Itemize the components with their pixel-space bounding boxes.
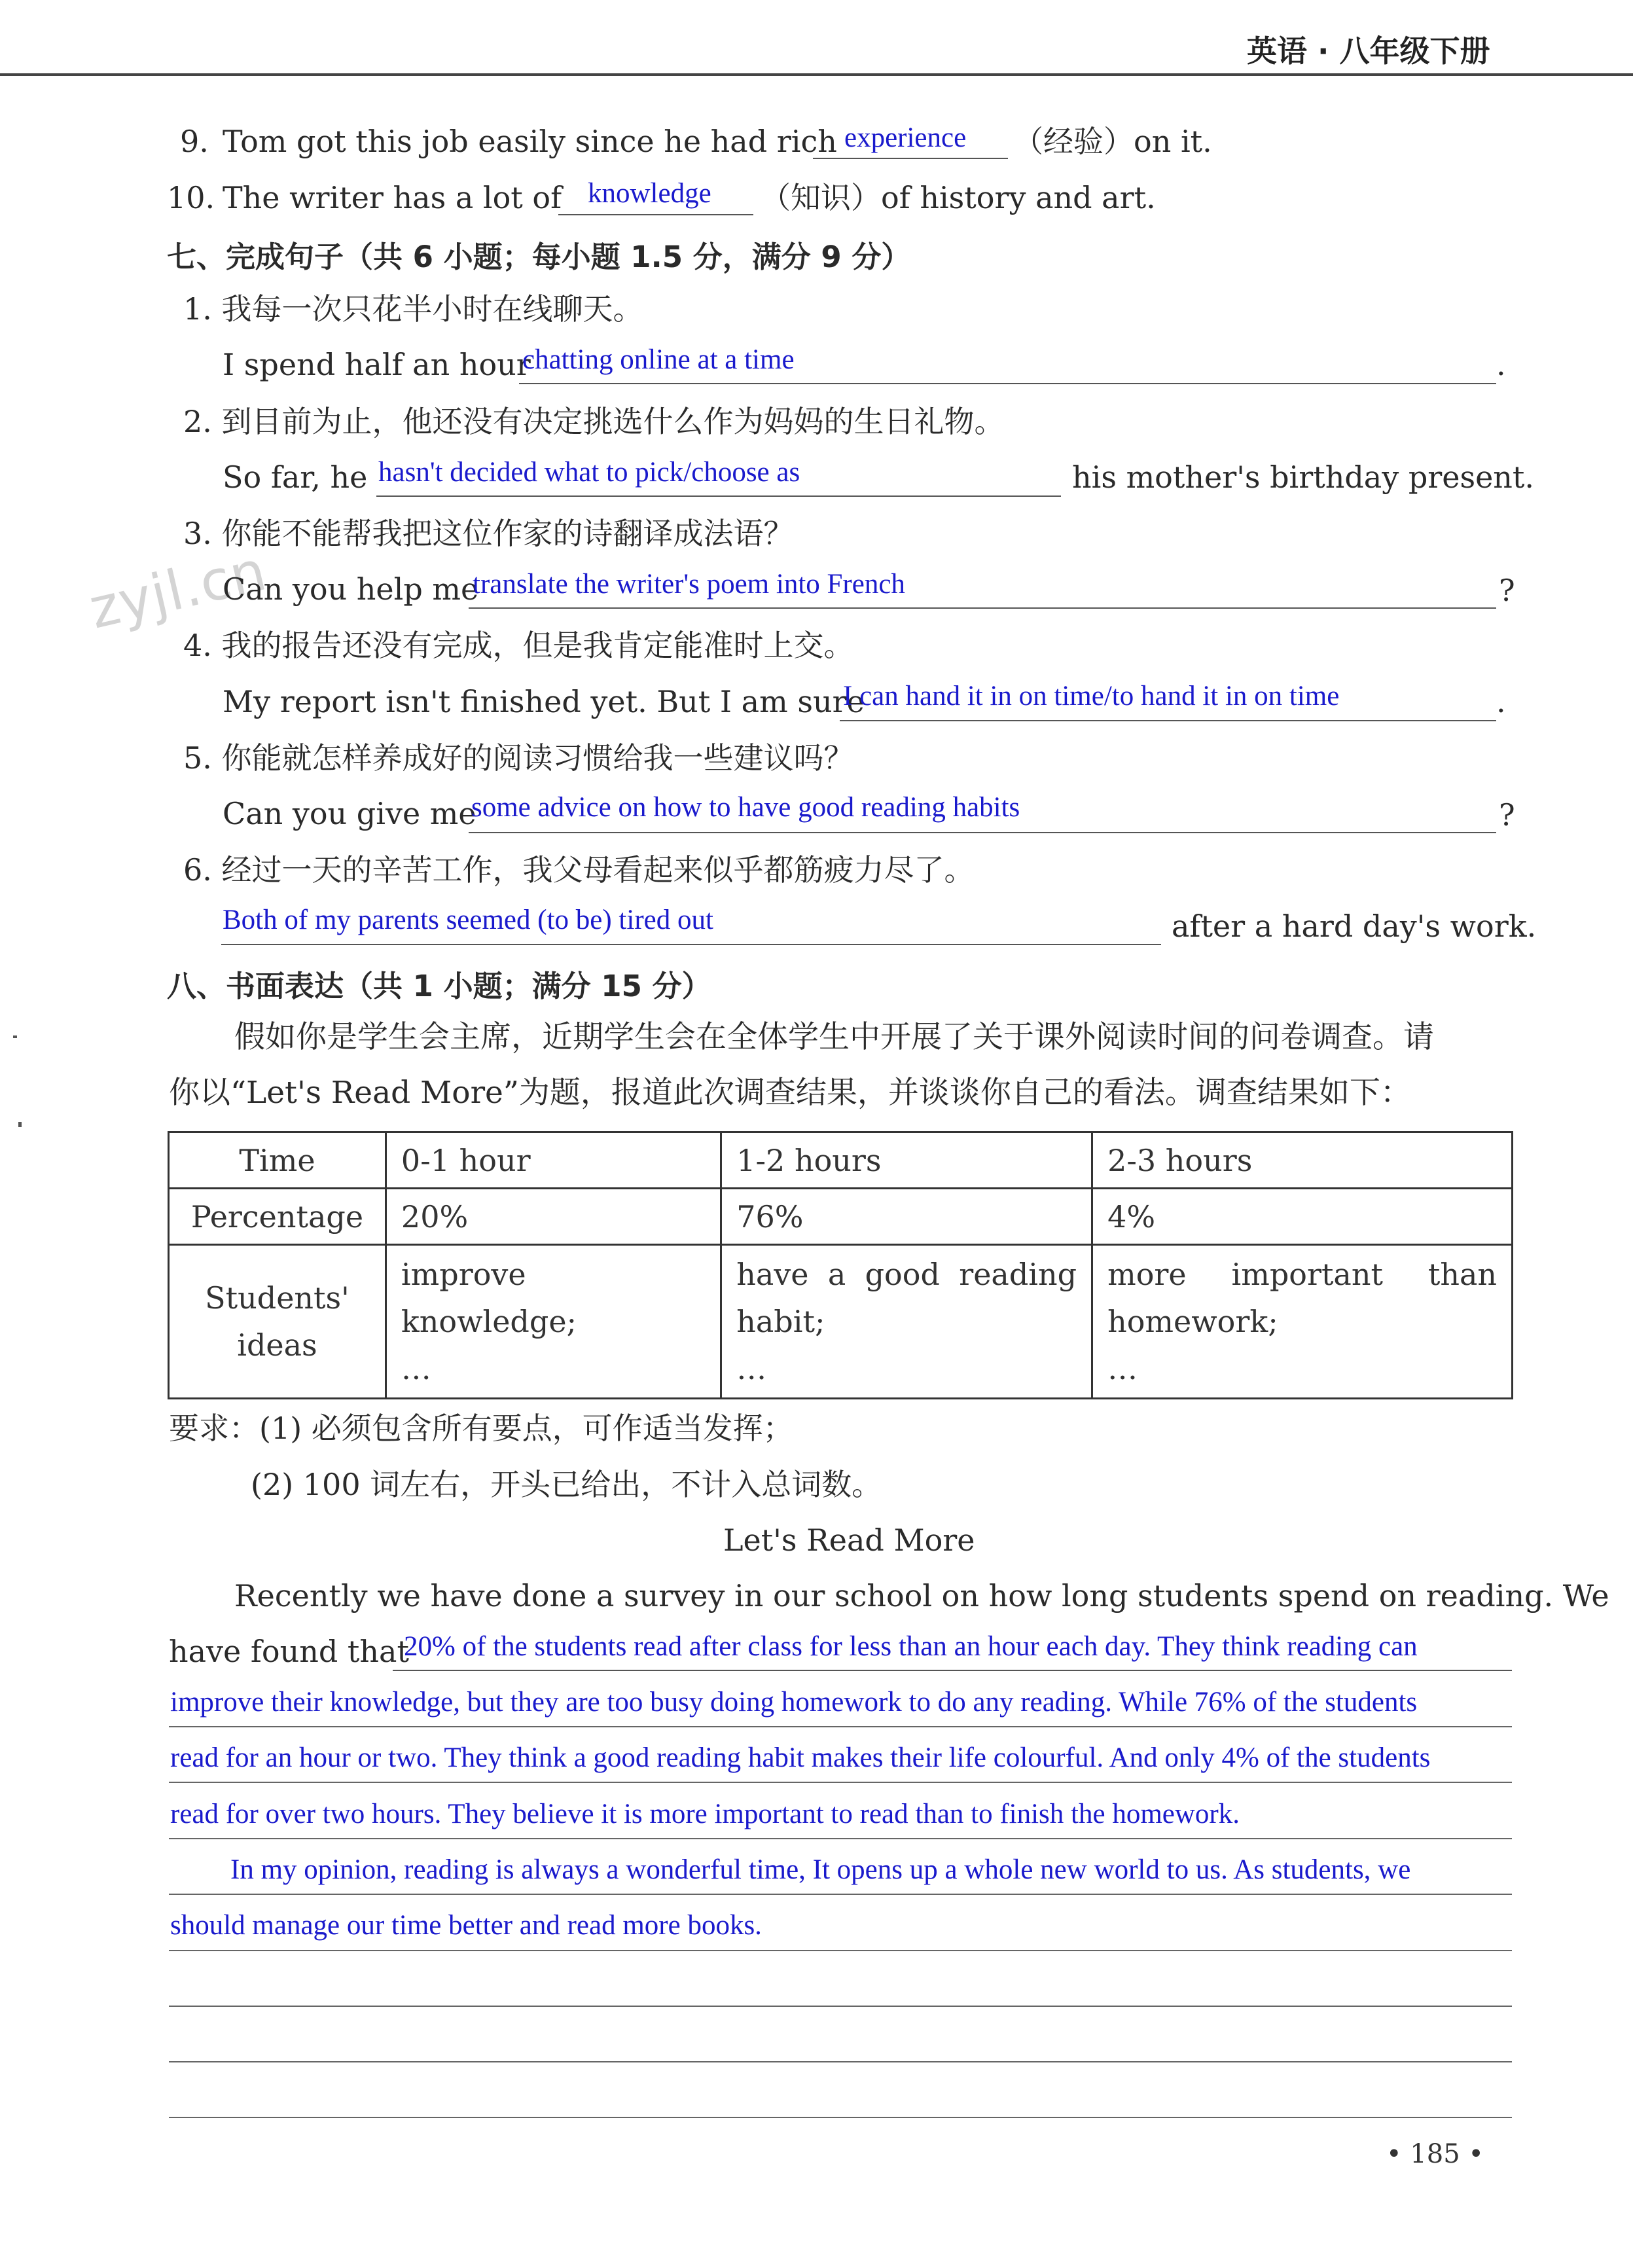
writing-line: [169, 1950, 1512, 1951]
s7-item-6-answer: Both of my parents seemed (to be) tired out: [223, 905, 713, 935]
s7-item-5-answer: some advice on how to have good reading habits: [471, 792, 1020, 823]
essay-answer-line: read for an hour or two. They think a good reading habit makes their life colourful. And only 4% of the students: [170, 1742, 1431, 1773]
requirement-2: (2) 100 词左右，开头已给出，不计入总词数。: [251, 1467, 882, 1502]
writing-line: [169, 2117, 1512, 2118]
s7-item-3-chinese: 3. 你能不能帮我把这位作家的诗翻译成法语？: [183, 516, 794, 551]
table-cell: [721, 1245, 1092, 1399]
section-8-heading: 八、书面表达（共 1 小题；满分 15 分）: [167, 969, 711, 1003]
idea-text-cont: habit;: [736, 1304, 825, 1339]
writing-line: [169, 1782, 1512, 1783]
item-10-after: （知识）of history and art.: [761, 180, 1156, 215]
section-8-prompt-line-2: 你以“Let's Read More”为题，报道此次调查结果，并谈谈你自己的看法。调查结果如下：: [169, 1075, 1411, 1111]
s7-item-6-blank: [221, 944, 1161, 945]
s7-item-2-blank: [376, 495, 1061, 497]
essay-intro-line-1: Recently we have done a survey in our school on how long students spend on reading. We: [234, 1578, 1609, 1613]
s7-item-3-blank: [469, 607, 1496, 609]
survey-table: [168, 1131, 1513, 1399]
table-cell: 76%: [721, 1189, 1092, 1245]
table-cell: [1092, 1245, 1513, 1399]
s7-item-3-suffix: ?: [1499, 573, 1515, 608]
item-9-number: 9.: [180, 124, 209, 159]
ideas-label-line-1: Students': [205, 1280, 350, 1316]
table-row: [169, 1132, 1513, 1189]
item-9-after: （经验）on it.: [1013, 124, 1212, 159]
table-row: [169, 1245, 1513, 1399]
idea-text: more important than: [1107, 1257, 1497, 1292]
s7-item-1-answer: chatting online at a time: [522, 344, 795, 375]
page-number: • 185 •: [1386, 2139, 1484, 2169]
idea-ellipsis: …: [736, 1351, 767, 1386]
essay-answer-line: improve their knowledge, but they are too busy doing homework to do any reading. While 76% of the students: [170, 1687, 1418, 1718]
essay-answer-line: 20% of the students read after class for less than an hour each day. They think reading can: [404, 1631, 1418, 1662]
table-cell: Percentage: [169, 1189, 386, 1245]
margin-mark: [13, 1035, 17, 1038]
writing-line: [393, 1670, 1512, 1671]
page-header-title: 英语 · 八年级下册: [1247, 33, 1490, 69]
header-rule: [0, 73, 1633, 76]
item-9-blank: [813, 158, 1008, 159]
item-9-answer: experience: [844, 122, 967, 153]
s7-item-2-prefix: So far, he: [223, 459, 368, 495]
essay-answer-line: should manage our time better and read more books.: [170, 1910, 762, 1941]
s7-item-6-suffix: after a hard day's work.: [1172, 909, 1537, 944]
idea-ellipsis: …: [401, 1351, 431, 1386]
writing-line: [169, 2061, 1512, 2062]
table-cell: 20%: [386, 1189, 721, 1245]
requirement-1: 要求：(1) 必须包含所有要点，可作适当发挥；: [169, 1411, 793, 1446]
margin-mark: [18, 1122, 22, 1127]
table-cell: 1-2 hours: [721, 1132, 1092, 1189]
s7-item-5-chinese: 5. 你能就怎样养成好的阅读习惯给我一些建议吗？: [183, 740, 854, 776]
essay-answer-line: In my opinion, reading is always a wonderful time, It opens up a whole new world to us. As students, we: [230, 1854, 1411, 1885]
s7-item-3-prefix: Can you help me: [223, 571, 479, 607]
writing-line: [169, 1894, 1512, 1895]
idea-text-cont: homework;: [1107, 1304, 1278, 1339]
section-8-prompt-line-1: 假如你是学生会主席，近期学生会在全体学生中开展了关于课外阅读时间的问卷调查。请: [234, 1019, 1434, 1055]
s7-item-4-chinese: 4. 我的报告还没有完成，但是我肯定能准时上交。: [183, 628, 854, 663]
item-10-text: The writer has a lot of: [223, 180, 562, 215]
item-10-answer: knowledge: [588, 178, 711, 209]
writing-line: [169, 2006, 1512, 2007]
s7-item-6-chinese: 6. 经过一天的辛苦工作，我父母看起来似乎都筋疲力尽了。: [183, 852, 975, 888]
item-10-number: 10.: [167, 180, 215, 215]
table-cell: 2-3 hours: [1092, 1132, 1513, 1189]
writing-line: [169, 1726, 1512, 1727]
table-cell: [169, 1245, 386, 1399]
s7-item-2-answer: hasn't decided what to pick/choose as: [378, 457, 800, 488]
item-10-blank: [558, 214, 753, 215]
essay-title: Let's Read More: [723, 1522, 975, 1558]
section-7-heading: 七、完成句子（共 6 小题；每小题 1.5 分，满分 9 分）: [167, 240, 911, 274]
item-9-text: Tom got this job easily since he had rich: [223, 124, 837, 159]
s7-item-5-blank: [469, 832, 1496, 833]
s7-item-4-suffix: .: [1496, 684, 1506, 719]
table-row: [169, 1189, 1513, 1245]
idea-text: improve knowledge;: [401, 1257, 577, 1339]
s7-item-1-chinese: 1. 我每一次只花半小时在线聊天。: [183, 291, 643, 327]
writing-line: [169, 1838, 1512, 1839]
table-cell: Time: [169, 1132, 386, 1189]
table-cell: [386, 1245, 721, 1399]
essay-intro-line-2: have found that: [169, 1634, 409, 1669]
idea-text: have a good reading: [736, 1257, 1077, 1292]
s7-item-3-answer: translate the writer's poem into French: [473, 569, 905, 600]
essay-answer-line: read for over two hours. They believe it is more important to read than to finish the homework.: [170, 1799, 1240, 1829]
s7-item-4-prefix: My report isn't finished yet. But I am sure: [223, 684, 865, 719]
s7-item-4-blank: [840, 720, 1496, 721]
s7-item-4-answer: I can hand it in on time/to hand it in on time: [843, 681, 1340, 711]
s7-item-1-suffix: .: [1496, 347, 1506, 382]
watermark: zyjl.cn: [83, 538, 273, 641]
table-cell: 0-1 hour: [386, 1132, 721, 1189]
idea-ellipsis: …: [1107, 1351, 1138, 1386]
s7-item-1-blank: [519, 383, 1496, 384]
s7-item-2-suffix: his mother's birthday present.: [1072, 459, 1535, 495]
s7-item-5-prefix: Can you give me: [223, 796, 476, 831]
s7-item-1-prefix: I spend half an hour: [223, 347, 531, 382]
ideas-label-line-2: ideas: [237, 1327, 317, 1363]
s7-item-2-chinese: 2. 到目前为止，他还没有决定挑选什么作为妈妈的生日礼物。: [183, 404, 1005, 439]
s7-item-5-suffix: ?: [1499, 797, 1515, 833]
table-cell: 4%: [1092, 1189, 1513, 1245]
